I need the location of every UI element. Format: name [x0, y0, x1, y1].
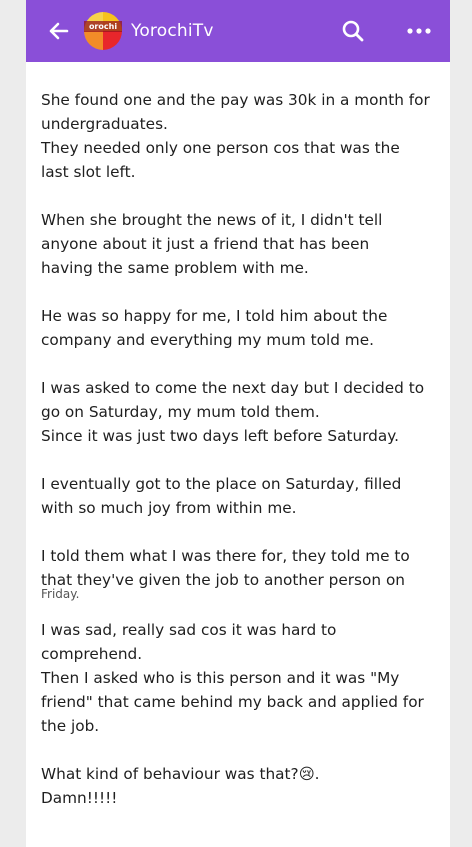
paragraph-line: Damn!!!!!	[41, 789, 118, 807]
paragraph-line: What kind of behaviour was that?😢.	[41, 765, 320, 783]
paragraph-line: that they've given the job to another person on	[41, 571, 405, 589]
paragraph-line: undergraduates.	[41, 115, 168, 133]
paragraph-line: When she brought the news of it, I didn't tell	[41, 211, 383, 229]
channel-title[interactable]: YorochiTv	[131, 21, 214, 41]
clipped-line-fragment: Friday.	[41, 587, 80, 601]
post-paragraph	[41, 376, 443, 448]
paragraph-line: with so much joy from within me.	[41, 499, 297, 517]
paragraph-line: last slot left.	[41, 163, 136, 181]
paragraph-line: the job.	[41, 717, 100, 735]
back-button[interactable]	[40, 0, 78, 62]
paragraph-line: Since it was just two days left before Saturday.	[41, 427, 399, 445]
more-button[interactable]	[402, 16, 436, 46]
paragraph-line: having the same problem with me.	[41, 259, 309, 277]
more-dots-icon	[406, 27, 432, 35]
search-button[interactable]	[338, 16, 368, 46]
post-paragraph	[41, 544, 443, 601]
post-paragraph	[41, 304, 443, 352]
paragraph-line: I was sad, really sad cos it was hard to	[41, 621, 337, 639]
paragraph-line: go on Saturday, my mum told them.	[41, 403, 320, 421]
channel-logo[interactable]	[84, 12, 122, 50]
paragraph-line: company and everything my mum told me.	[41, 331, 374, 349]
post-paragraph	[41, 762, 443, 810]
paragraph-line: He was so happy for me, I told him about the	[41, 307, 388, 325]
post-paragraph	[41, 208, 443, 280]
logo-text: orochi	[84, 21, 122, 32]
paragraph-line: Then I asked who is this person and it was "My	[41, 669, 400, 687]
app-header	[26, 0, 450, 62]
paragraph-line: friend" that came behind my back and applied for	[41, 693, 424, 711]
left-margin	[0, 0, 26, 847]
paragraph-line: I eventually got to the place on Saturday, filled	[41, 475, 402, 493]
paragraph-line: comprehend.	[41, 645, 143, 663]
post-paragraph	[41, 472, 443, 520]
paragraph-line: anyone about it just a friend that has been	[41, 235, 370, 253]
post-body	[26, 62, 450, 847]
search-icon	[341, 19, 365, 43]
arrow-left-icon	[49, 22, 69, 40]
paragraph-line: They needed only one person cos that was the	[41, 139, 400, 157]
post-paragraph	[41, 88, 443, 184]
paragraph-line: I told them what I was there for, they told me to	[41, 547, 410, 565]
paragraph-line: She found one and the pay was 30k in a month for	[41, 91, 430, 109]
paragraph-line: I was asked to come the next day but I decided to	[41, 379, 425, 397]
post-paragraph	[41, 618, 443, 738]
right-margin	[450, 0, 472, 847]
